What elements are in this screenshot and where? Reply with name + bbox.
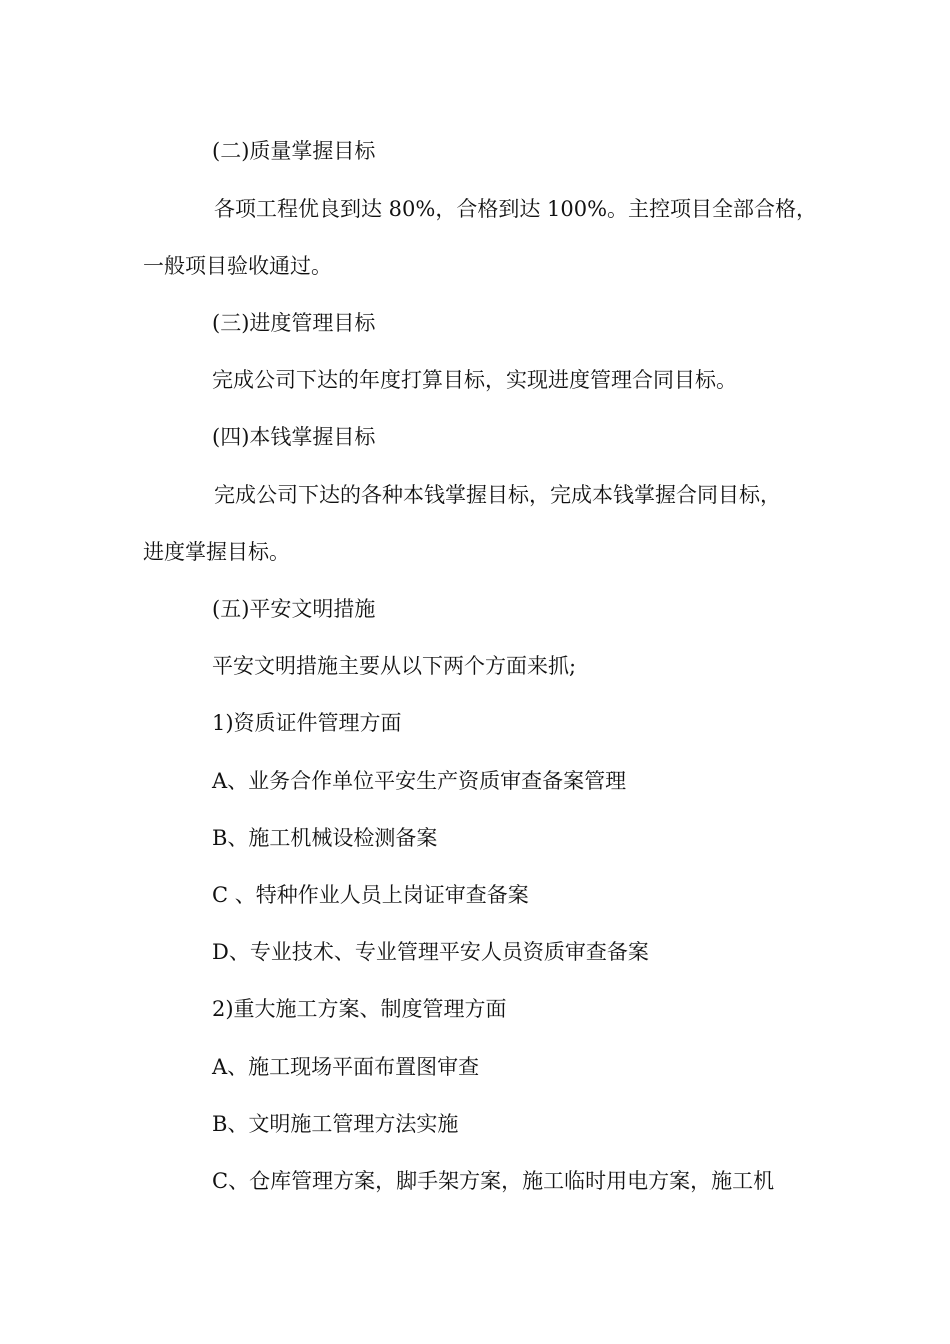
list-item: D、专业技术、专业管理平安人员资质审查备案	[212, 940, 649, 964]
heading-safety-measures: (五)平安文明措施	[212, 597, 376, 621]
paragraph-line: 平安文明措施主要从以下两个方面来抓;	[212, 654, 577, 678]
list-item: A、施工现场平面布置图审查	[212, 1055, 480, 1079]
heading-quality-target: (二)质量掌握目标	[212, 139, 376, 163]
paragraph-line: 完成公司下达的各种本钱掌握目标，完成本钱掌握合同目标，	[214, 483, 781, 507]
list-item: C 、特种作业人员上岗证审查备案	[212, 883, 529, 907]
paragraph-line: 完成公司下达的年度打算目标，实现进度管理合同目标。	[212, 368, 737, 392]
list-item: B、文明施工管理方法实施	[212, 1112, 459, 1136]
list-item: A、业务合作单位平安生产资质审查备案管理	[212, 769, 627, 793]
paragraph-line: 一般项目验收通过。	[143, 254, 332, 278]
paragraph-line: 进度掌握目标。	[143, 540, 290, 564]
list-item: C、仓库管理方案，脚手架方案，施工临时用电方案，施工机	[212, 1169, 775, 1193]
list-item: B、施工机械设检测备案	[212, 826, 438, 850]
heading-cost-target: (四)本钱掌握目标	[212, 425, 376, 449]
heading-progress-target: (三)进度管理目标	[212, 311, 376, 335]
subheading-construction-plan: 2)重大施工方案、制度管理方面	[212, 997, 507, 1021]
paragraph-line: 各项工程优良到达 80%，合格到达 100%。主控项目全部合格，	[214, 197, 818, 221]
subheading-qualification: 1)资质证件管理方面	[212, 711, 402, 735]
